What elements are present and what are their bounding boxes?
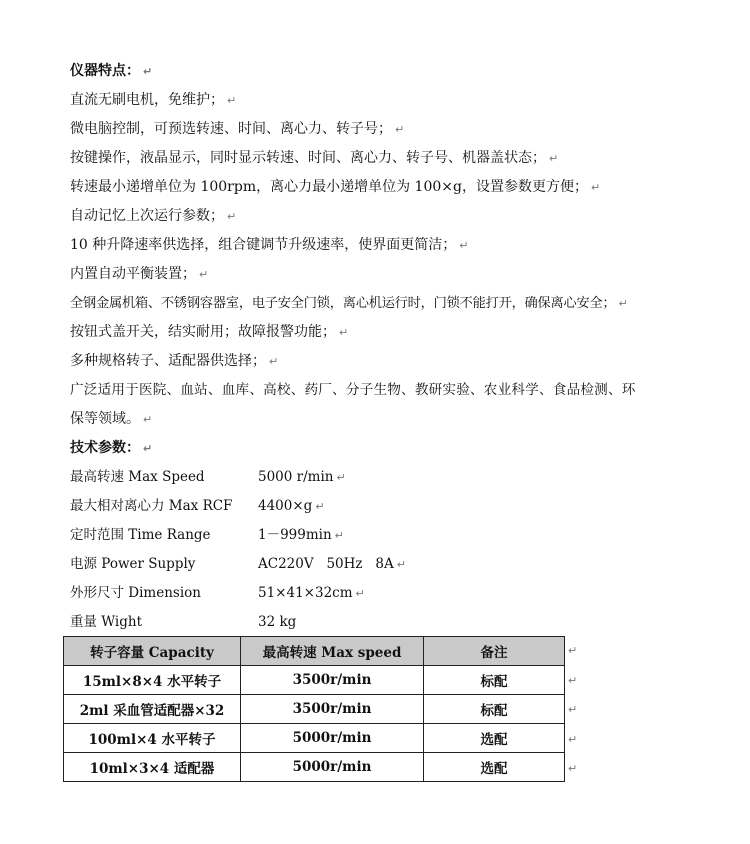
table-cell: 选配 bbox=[424, 753, 565, 782]
table-cell: 3500r/min bbox=[241, 666, 424, 695]
feature-item: 自动记忆上次运行参数； ↵ bbox=[70, 208, 237, 224]
feature-item-continuation: 保等领域。 ↵ bbox=[70, 411, 153, 427]
paragraph-mark-icon: ↵ bbox=[339, 326, 349, 339]
paragraph-mark-icon: ↵ bbox=[199, 268, 209, 281]
rotor-table bbox=[63, 636, 565, 782]
paragraph-mark-icon: ↵ bbox=[355, 587, 365, 600]
table-cell: 3500r/min bbox=[241, 695, 424, 724]
table-row bbox=[64, 695, 565, 724]
feature-item: 转速最小递增单位为 100rpm，离心力最小递增单位为 100×g，设置参数更方便； ↵ bbox=[70, 179, 601, 195]
params-heading: 技术参数： ↵ bbox=[70, 440, 153, 456]
table-row-end-mark-icon: ↵ bbox=[568, 703, 578, 716]
param-label: 外形尺寸 Dimension bbox=[70, 585, 201, 601]
feature-item: 全钢金属机箱、不锈钢容器室，电子安全门锁，离心机运行时，门锁不能打开，确保离心安全； ↵ bbox=[70, 296, 628, 311]
table-row bbox=[64, 724, 565, 753]
table-row bbox=[64, 666, 565, 695]
feature-item: 按键操作，液晶显示，同时显示转速、时间、离心力、转子号、机器盖状态； ↵ bbox=[70, 150, 559, 166]
param-label: 最大相对离心力 Max RCF bbox=[70, 498, 233, 514]
table-cell: 选配 bbox=[424, 724, 565, 753]
paragraph-mark-icon: ↵ bbox=[618, 297, 628, 310]
table-row-end-mark-icon: ↵ bbox=[568, 674, 578, 687]
param-value: 32 kg bbox=[258, 614, 297, 630]
feature-item: 直流无刷电机，免维护； ↵ bbox=[70, 92, 237, 108]
param-row bbox=[70, 608, 710, 637]
table-cell: 10ml×3×4 适配器 bbox=[64, 753, 241, 782]
feature-item: 按钮式盖开关，结实耐用；故障报警功能； ↵ bbox=[70, 324, 349, 340]
paragraph-mark-icon: ↵ bbox=[336, 471, 346, 484]
feature-item: 广泛适用于医院、血站、血库、高校、药厂、分子生物、教研实验、农业科学、食品检测、环 bbox=[70, 382, 636, 398]
feature-item: 微电脑控制，可预选转速、时间、离心力、转子号； ↵ bbox=[70, 121, 405, 137]
table-cell: 15ml×8×4 水平转子 bbox=[64, 666, 241, 695]
table-row-end-mark-icon: ↵ bbox=[568, 762, 578, 775]
table-header-note: 备注 bbox=[424, 637, 565, 666]
param-row bbox=[70, 579, 710, 608]
paragraph-mark-icon: ↵ bbox=[143, 442, 153, 455]
param-label: 定时范围 Time Range bbox=[70, 527, 211, 543]
paragraph-mark-icon: ↵ bbox=[227, 210, 237, 223]
param-label: 最高转速 Max Speed bbox=[70, 469, 205, 485]
param-value: 4400×g bbox=[258, 498, 313, 514]
paragraph-mark-icon: ↵ bbox=[334, 529, 344, 542]
param-value: 5000 r/min bbox=[258, 469, 334, 485]
paragraph-mark-icon: ↵ bbox=[143, 413, 153, 426]
table-cell: 2ml 采血管适配器×32 bbox=[64, 695, 241, 724]
paragraph-mark-icon: ↵ bbox=[395, 123, 405, 136]
table-header-capacity: 转子容量 Capacity bbox=[64, 637, 241, 666]
param-value: 1－999min bbox=[258, 527, 332, 543]
param-label: 重量 Wight bbox=[70, 614, 143, 630]
table-row bbox=[64, 753, 565, 782]
param-row bbox=[70, 550, 710, 579]
paragraph-mark-icon: ↵ bbox=[459, 239, 469, 252]
table-row-end-mark-icon: ↵ bbox=[568, 733, 578, 746]
paragraph-mark-icon: ↵ bbox=[315, 500, 325, 513]
param-row bbox=[70, 492, 710, 521]
paragraph-mark-icon: ↵ bbox=[227, 94, 237, 107]
table-cell: 标配 bbox=[424, 695, 565, 724]
table-cell: 100ml×4 水平转子 bbox=[64, 724, 241, 753]
features-heading: 仪器特点： ↵ bbox=[70, 63, 153, 79]
feature-item: 内置自动平衡装置； ↵ bbox=[70, 266, 209, 282]
param-row bbox=[70, 463, 710, 492]
paragraph-mark-icon: ↵ bbox=[396, 558, 406, 571]
table-cell: 标配 bbox=[424, 666, 565, 695]
param-value: AC220V 50Hz 8A bbox=[258, 556, 394, 572]
params-list bbox=[70, 463, 710, 637]
paragraph-mark-icon: ↵ bbox=[143, 65, 153, 78]
param-label: 电源 Power Supply bbox=[70, 556, 196, 572]
feature-item: 10 种升降速率供选择，组合键调节升级速率，使界面更简洁； ↵ bbox=[70, 237, 469, 253]
table-cell: 5000r/min bbox=[241, 753, 424, 782]
paragraph-mark-icon: ↵ bbox=[549, 152, 559, 165]
feature-item: 多种规格转子、适配器供选择； ↵ bbox=[70, 353, 279, 369]
paragraph-mark-icon: ↵ bbox=[590, 181, 601, 194]
table-row-end-mark-icon: ↵ bbox=[568, 644, 578, 657]
param-value: 51×41×32cm bbox=[258, 585, 353, 601]
param-row bbox=[70, 521, 710, 550]
paragraph-mark-icon: ↵ bbox=[269, 355, 279, 368]
table-cell: 5000r/min bbox=[241, 724, 424, 753]
table-header-row bbox=[64, 637, 565, 666]
document-body bbox=[70, 57, 710, 637]
table-header-max-speed: 最高转速 Max speed bbox=[241, 637, 424, 666]
